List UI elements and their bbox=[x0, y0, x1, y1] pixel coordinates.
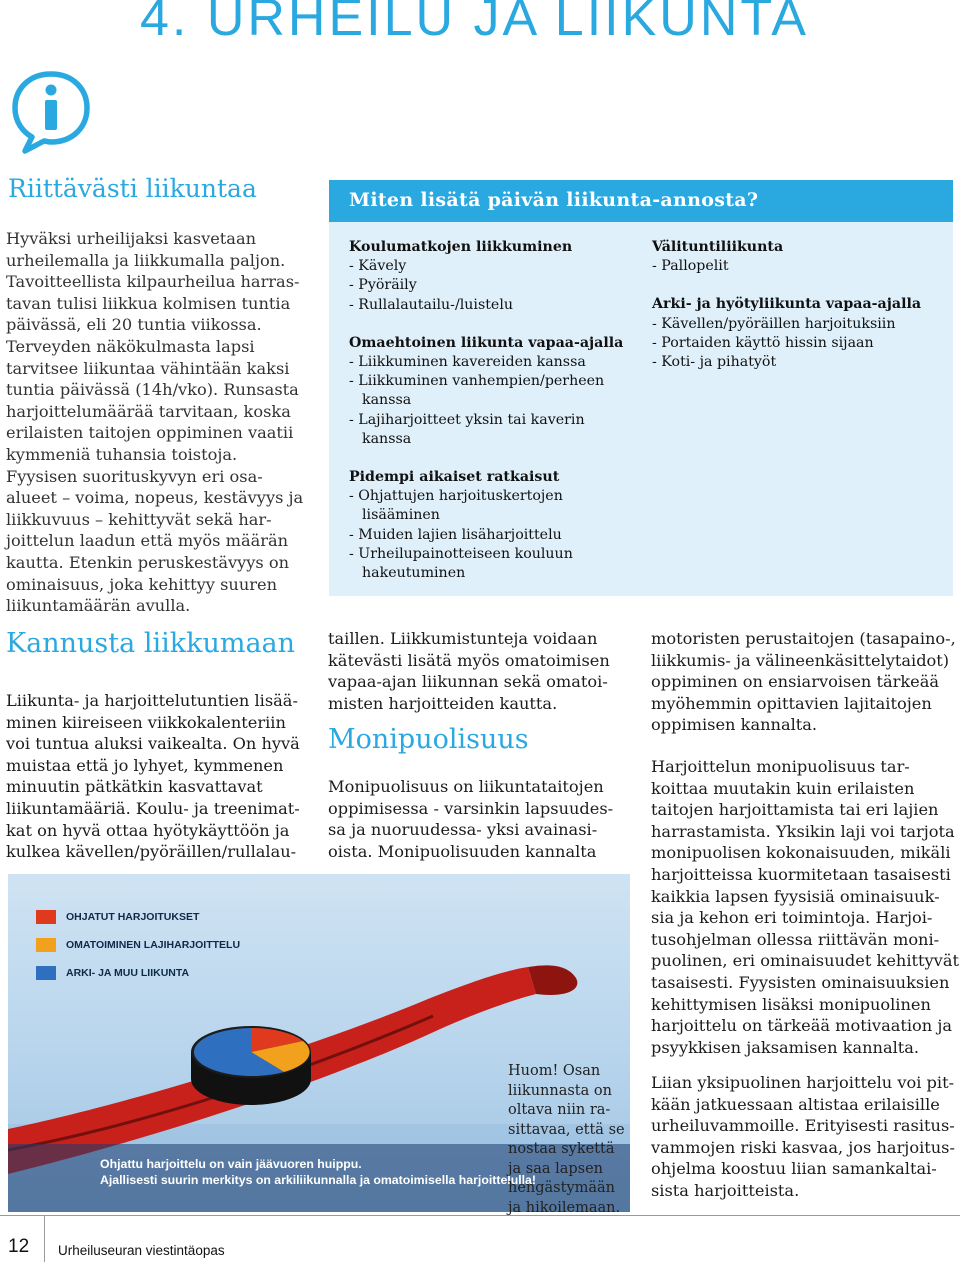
text-line: motoristen perustaitojen (tasapaino-, bbox=[651, 629, 956, 648]
legend-label: ARKI- JA MUU LIIKUNTA bbox=[66, 967, 190, 979]
text-line: tarvitsee liikuntaa vähintään kaksi bbox=[6, 358, 290, 378]
text-line: Liian yksipuolinen harjoittelu voi pit- bbox=[651, 1073, 955, 1092]
text-line: joittelun laadun että myös määrän bbox=[6, 531, 289, 551]
right-paragraph-2 bbox=[651, 756, 960, 1058]
legend-label: OHJATUT HARJOITUKSET bbox=[66, 911, 200, 923]
right-paragraph-1 bbox=[651, 628, 960, 736]
text-line: harrastamista. Yksikin laji voi tarjota bbox=[651, 821, 955, 841]
text-line: puolinen, eri ominaisuudet kehittyvät bbox=[651, 951, 959, 971]
tips-column-2 bbox=[652, 238, 952, 372]
list-gap bbox=[349, 449, 649, 468]
list-item: - Rullalautailu-/luistelu bbox=[349, 296, 514, 313]
text-line: ja hikoilemaan. bbox=[508, 1199, 621, 1216]
text-line: päivässä, eli 20 tuntia viikossa. bbox=[6, 315, 262, 335]
text-line: psyykkisen jaksamisen kannalta. bbox=[651, 1037, 920, 1057]
list-gap bbox=[652, 276, 952, 295]
text-line: nostaa sykettä bbox=[508, 1141, 615, 1157]
text-line: koittaa muutakin kuin erilaisten bbox=[651, 778, 915, 798]
text-line: Tavoitteellista kilpaurheilua harras- bbox=[6, 272, 300, 292]
text-line: Liikunta- ja harjoittelutuntien lisää- bbox=[6, 691, 298, 710]
text-line: Hyväksi urheilijaksi kasvetaan bbox=[6, 229, 257, 248]
text-line: minuutin pätkätkin kasvattavat bbox=[6, 777, 263, 797]
text-line: sista harjoitteista. bbox=[651, 1180, 800, 1200]
tips-box-title: Miten lisätä päivän liikunta-annosta? bbox=[349, 189, 759, 211]
text-line: oppiminen on ensiarvoisen tärkeää bbox=[651, 672, 940, 692]
legend-swatch bbox=[36, 966, 56, 980]
text-line: ja saa lapsen bbox=[508, 1160, 604, 1177]
text-line: sa ja nuoruudessa- yksi avainasi- bbox=[328, 820, 598, 840]
middle-paragraph-1 bbox=[328, 628, 638, 714]
page-number: 12 bbox=[8, 1236, 30, 1257]
note-huom bbox=[508, 1062, 633, 1218]
text-line: kymmeniä tuhansia toistoja. bbox=[6, 444, 238, 464]
text-line: sia ja kehon eri toimintoja. Harjoi- bbox=[651, 908, 933, 928]
list-item: - Pallopelit bbox=[652, 258, 729, 275]
text-line: Harjoittelun monipuolisuus tar- bbox=[651, 757, 910, 776]
heading-riittavasti: Riittävästi liikuntaa bbox=[8, 174, 257, 203]
tips-column-1 bbox=[349, 238, 649, 583]
text-line: taillen. Liikkumistunteja voidaan bbox=[328, 629, 598, 648]
list-item-continued: lisääminen bbox=[362, 507, 440, 524]
text-line: Fyysisen suorituskyvyn eri osa- bbox=[6, 466, 263, 486]
text-line: muistaa että jo lyhyet, kymmenen bbox=[6, 755, 284, 775]
text-line: kätevästi lisätä myös omatoimisen bbox=[328, 650, 610, 670]
legend-item-arki bbox=[36, 966, 189, 980]
left-paragraph-1 bbox=[6, 228, 316, 617]
text-line: voi tuntua aluksi vaikealta. On hyvä bbox=[6, 734, 300, 754]
text-line: tuntia päivässä (14h/vko). Runsasta bbox=[6, 380, 299, 400]
publication-name: Urheiluseuran viestintäopas bbox=[58, 1243, 225, 1258]
right-paragraph-3 bbox=[651, 1072, 960, 1202]
list-heading: Arki- ja hyötyliikunta vapaa-ajalla bbox=[652, 296, 922, 313]
list-item: - Kävely bbox=[349, 258, 407, 275]
tips-box-header bbox=[329, 180, 953, 222]
legend-item-ohjatut bbox=[36, 910, 199, 924]
heading-monipuolisuus: Monipuolisuus bbox=[328, 724, 529, 755]
text-line: kat on hyvä ottaa hyötykäyttöön ja bbox=[6, 820, 290, 840]
text-line: hengästymään bbox=[508, 1180, 616, 1196]
text-line: oltava niin ra- bbox=[508, 1102, 611, 1118]
list-heading: Pidempi aikaiset ratkaisut bbox=[349, 469, 560, 486]
list-heading: Välituntiliikunta bbox=[652, 239, 784, 255]
list-item: - Portaiden käyttö hissin sijaan bbox=[652, 334, 874, 351]
text-line: vapaa-ajan liikunnan sekä omatoi- bbox=[328, 672, 608, 692]
text-line: misten harjoitteiden kautta. bbox=[328, 693, 558, 713]
legend-label: OMATOIMINEN LAJIHARJOITTELU bbox=[66, 939, 241, 951]
text-line: liikuntamääriä. Koulu- ja treenimat- bbox=[6, 798, 300, 818]
text-line: tavan tulisi liikkua kolmisen tuntia bbox=[6, 293, 291, 313]
text-line: alueet – voima, nopeus, kestävyys ja bbox=[6, 488, 304, 508]
text-line: liikunnasta on bbox=[508, 1082, 612, 1099]
text-line: kehittymisen lisäksi monipuolinen bbox=[651, 994, 931, 1014]
list-gap bbox=[349, 315, 649, 334]
text-line: vammojen riski kasvaa, jos harjoitus- bbox=[651, 1137, 955, 1157]
text-line: liikkumis- ja välineenkäsittelytaidot) bbox=[651, 650, 950, 670]
text-line: urheiluvammoille. Erityisesti rasitus- bbox=[651, 1116, 955, 1136]
list-item: - Urheilupainotteiseen kouluun bbox=[349, 545, 573, 562]
text-line: taitojen harjoittamista tai eri lajien bbox=[651, 800, 939, 820]
list-item: - Ohjattujen harjoituskertojen bbox=[349, 488, 563, 505]
tips-box bbox=[329, 180, 953, 596]
text-line: liikuntamäärän avulla. bbox=[6, 596, 191, 616]
text-line: liikkuvuus – kehittyvät sekä har- bbox=[6, 509, 272, 529]
text-line: monipuolisen kokonaisuuden, mikäli bbox=[651, 843, 951, 863]
legend-item-omatoiminen bbox=[36, 938, 240, 952]
text-line: sittavaa, että se bbox=[508, 1121, 625, 1138]
text-line: oppimisen kannalta. bbox=[651, 715, 818, 735]
info-icon bbox=[8, 68, 94, 154]
list-item-continued: kanssa bbox=[362, 392, 412, 409]
text-line: Monipuolisuus on liikuntataitojen bbox=[328, 777, 604, 796]
text-line: kulkea kävellen/pyöräillen/rullalau- bbox=[6, 842, 297, 862]
text-line: ominaisuus, joka kehittyy suuren bbox=[6, 574, 277, 594]
text-line: Huom! Osan bbox=[508, 1063, 601, 1079]
figure-caption-line-2: Ajallisesti suurin merkitys on arkiliikunnalla ja omatoimisella harjoittelulla! bbox=[100, 1173, 536, 1187]
text-line: oppimisessa - varsinkin lapsuudes- bbox=[328, 798, 614, 818]
list-heading: Koulumatkojen liikkuminen bbox=[349, 239, 573, 255]
list-item-continued: kanssa bbox=[362, 430, 412, 447]
legend-swatch bbox=[36, 938, 56, 952]
text-line: harjoitteissa kuormitetaan tasaisesti bbox=[651, 864, 951, 884]
text-line: oista. Monipuolisuuden kannalta bbox=[328, 841, 597, 861]
text-line: tasaisesti. Fyysisten ominaisuuksien bbox=[651, 972, 950, 992]
list-item: - Muiden lajien lisäharjoittelu bbox=[349, 526, 562, 543]
text-line: ohjelma koostuu liian samankaltai- bbox=[651, 1159, 937, 1179]
text-line: Terveyden näkökulmasta lapsi bbox=[6, 336, 255, 356]
text-line: urheilemalla ja liikkumalla paljon. bbox=[6, 250, 286, 270]
list-item: - Kävellen/pyöräillen harjoituksiin bbox=[652, 315, 896, 332]
text-line: kautta. Etenkin peruskestävyys on bbox=[6, 552, 290, 572]
legend-swatch bbox=[36, 910, 56, 924]
list-item: - Pyöräily bbox=[349, 277, 417, 294]
list-item-continued: hakeutuminen bbox=[362, 565, 466, 582]
text-line: tusohjelman ollessa riittävän moni- bbox=[651, 929, 940, 949]
figure-caption-line-1: Ohjattu harjoittelu on vain jäävuoren huippu. bbox=[100, 1157, 362, 1171]
left-paragraph-2 bbox=[6, 690, 316, 863]
heading-kannusta: Kannusta liikkumaan bbox=[6, 628, 296, 659]
text-line: kään jatkuessaan altistaa erilaisille bbox=[651, 1094, 940, 1114]
text-line: harjoittelu on tärkeää motivaation ja bbox=[651, 1016, 953, 1036]
text-line: minen kiireiseen viikkokalenteriin bbox=[6, 712, 286, 732]
chapter-title: 4. URHEILU JA LIIKUNTA bbox=[140, 0, 809, 47]
middle-paragraph-2 bbox=[328, 776, 638, 862]
text-line: harjoittelumäärää tarvitaan, koska bbox=[6, 401, 291, 421]
list-item: - Liikkuminen kavereiden kanssa bbox=[349, 354, 586, 371]
list-item: - Koti- ja pihatyöt bbox=[652, 354, 777, 371]
footer-divider bbox=[0, 1215, 960, 1216]
footer-separator bbox=[44, 1216, 45, 1262]
list-item: - Liikkuminen vanhempien/perheen bbox=[349, 373, 605, 390]
text-line: erilaisten taitojen oppiminen vaatii bbox=[6, 423, 294, 443]
list-heading: Omaehtoinen liikunta vapaa-ajalla bbox=[349, 334, 624, 351]
text-line: myöhemmin opittavien lajitaitojen bbox=[651, 693, 932, 713]
list-item: - Lajiharjoitteet yksin tai kaverin bbox=[349, 411, 585, 428]
text-line: kaikkia lapsen fyysisiä ominaisuuk- bbox=[651, 886, 940, 906]
